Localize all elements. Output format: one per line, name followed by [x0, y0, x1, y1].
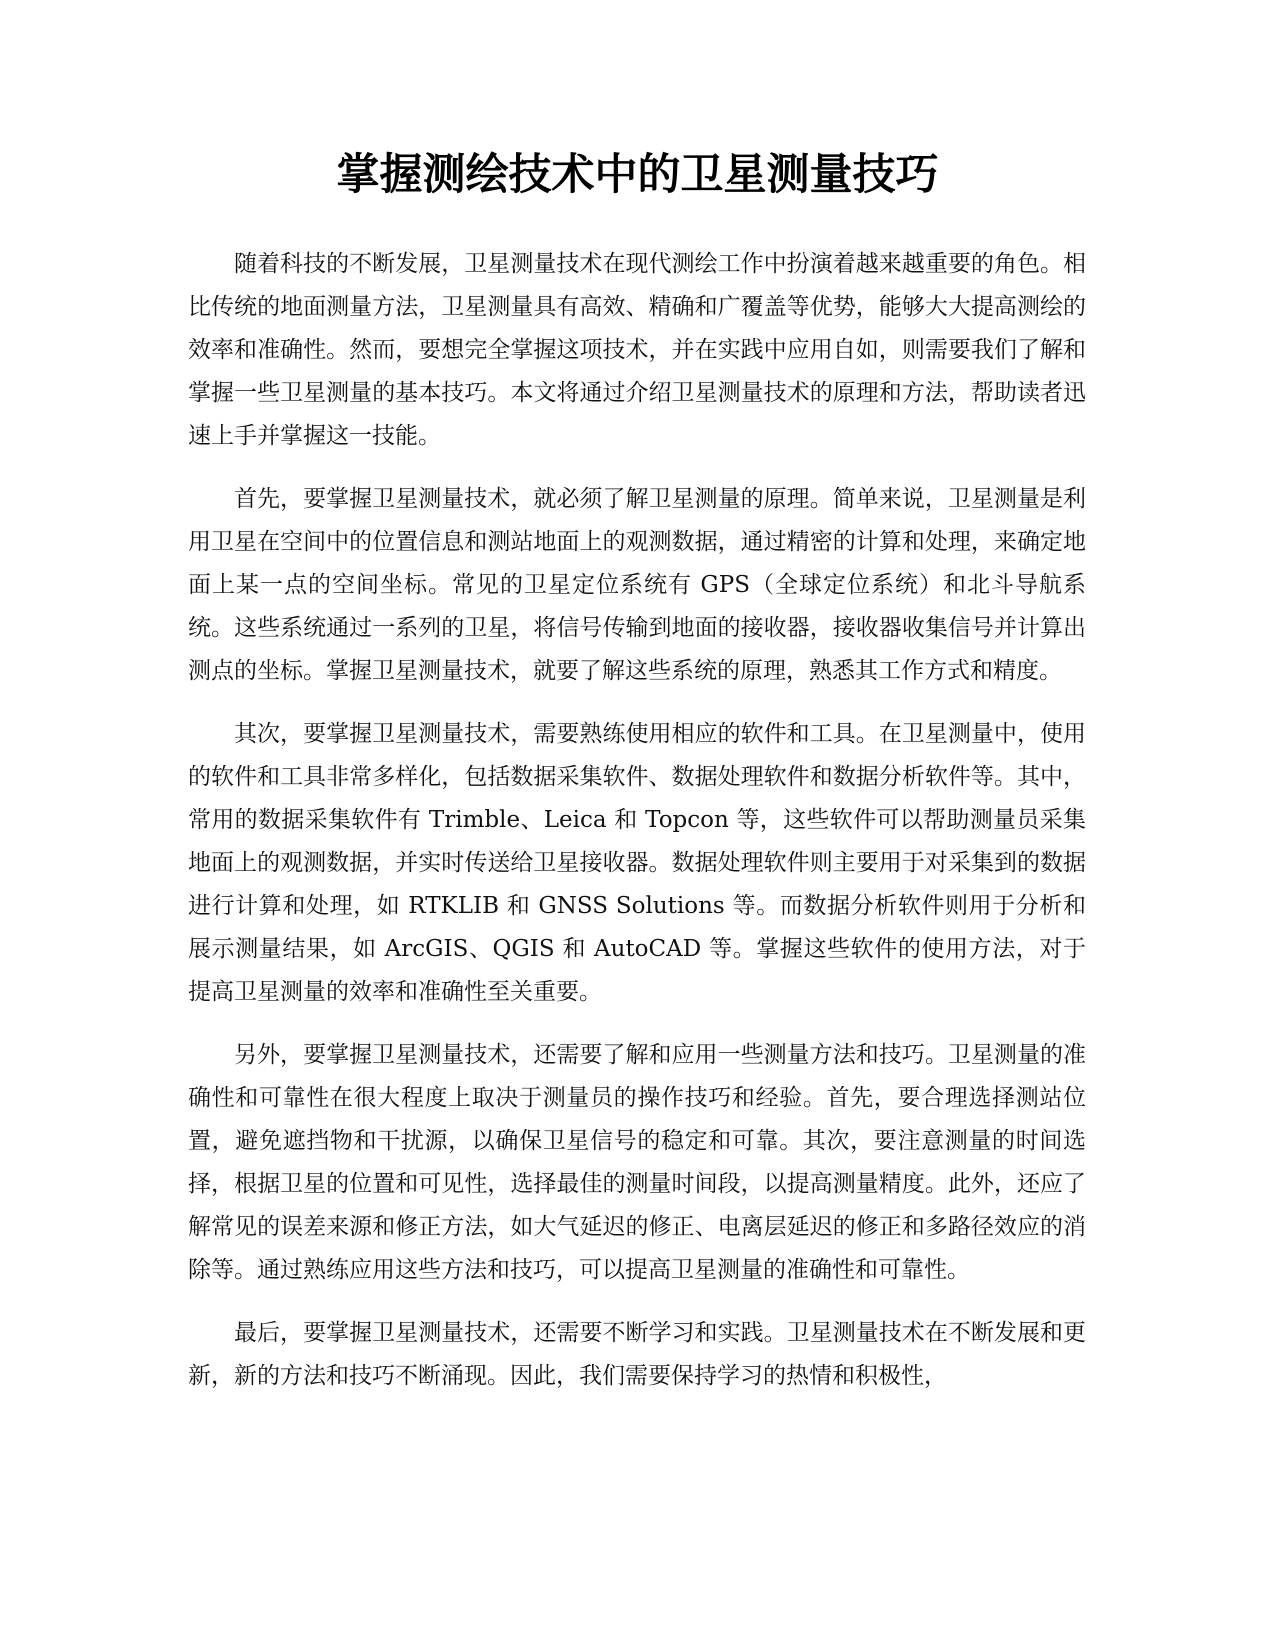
- paragraph-principle: 首先，要掌握卫星测量技术，就必须了解卫星测量的原理。简单来说，卫星测量是利用卫星在空间中的位置信息和测站地面上的观测数据，通过精密的计算和处理，来确定地面上某一点的空间坐标。常见的卫星定位系统有 GPS（全球定位系统）和北斗导航系统。这些系统通过一系列的卫星，将信号传输到地面的接收器，接收器收集信号并计算出测点的坐标。掌握卫星测量技术，就要了解这些系统的原理，熟悉其工作方式和精度。: [188, 486, 1086, 684]
- paragraph-practice: 最后，要掌握卫星测量技术，还需要不断学习和实践。卫星测量技术在不断发展和更新，新的方法和技巧不断涌现。因此，我们需要保持学习的热情和积极性，: [188, 1320, 1086, 1389]
- paragraph-software: 其次，要掌握卫星测量技术，需要熟练使用相应的软件和工具。在卫星测量中，使用的软件和工具非常多样化，包括数据采集软件、数据处理软件和数据分析软件等。其中，常用的数据采集软件有 Trimble、Leica 和 Topcon 等，这些软件可以帮助测量员采集地面上的观测数据，并实时传送给卫星接收器。数据处理软件则主要用于对采集到的数据进行计算和处理，如 RTKLIB 和 GNSS Solutions 等。而数据分析软件则用于分析和展示测量结果，如 ArcGIS、QGIS 和 AutoCAD 等。掌握这些软件的使用方法，对于提高卫星测量的效率和准确性至关重要。: [188, 721, 1086, 1005]
- document-body: [188, 243, 1086, 1418]
- paragraph-intro: 随着科技的不断发展，卫星测量技术在现代测绘工作中扮演着越来越重要的角色。相比传统的地面测量方法，卫星测量具有高效、精确和广覆盖等优势，能够大大提高测绘的效率和准确性。然而，要想完全掌握这项技术，并在实践中应用自如，则需要我们了解和掌握一些卫星测量的基本技巧。本文将通过介绍卫星测量技术的原理和方法，帮助读者迅速上手并掌握这一技能。: [188, 251, 1086, 449]
- paragraph-methods: 另外，要掌握卫星测量技术，还需要了解和应用一些测量方法和技巧。卫星测量的准确性和可靠性在很大程度上取决于测量员的操作技巧和经验。首先，要合理选择测站位置，避免遮挡物和干扰源，以确保卫星信号的稳定和可靠。其次，要注意测量的时间选择，根据卫星的位置和可见性，选择最佳的测量时间段，以提高测量精度。此外，还应了解常见的误差来源和修正方法，如大气延迟的修正、电离层延迟的修正和多路径效应的消除等。通过熟练应用这些方法和技巧，可以提高卫星测量的准确性和可靠性。: [188, 1042, 1086, 1283]
- document-title: 掌握测绘技术中的卫星测量技巧: [336, 150, 939, 200]
